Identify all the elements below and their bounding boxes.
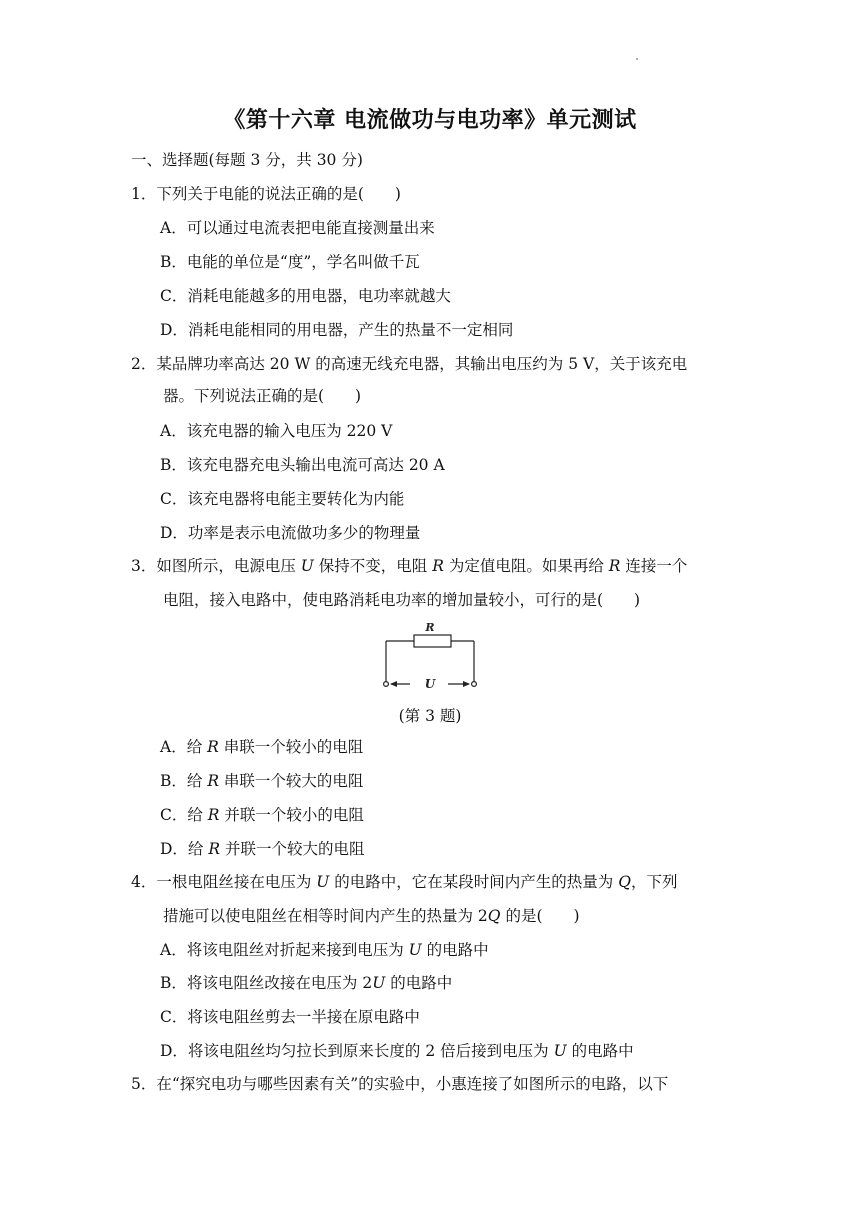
q3-option-d[interactable]: D．给 R 并联一个较大的电阻 (160, 840, 365, 858)
q2-stem-line2: 器。下列说法正确的是( ) (163, 387, 362, 405)
q1-option-c[interactable]: C．消耗电能越多的用电器，电功率就越大 (160, 287, 451, 305)
figure-label-r: R (425, 621, 435, 634)
q2-option-a[interactable]: A．该充电器的输入电压为 220 V (160, 422, 393, 440)
q4-option-a[interactable]: A．将该电阻丝对折起来接到电压为 U 的电路中 (160, 941, 489, 959)
section-heading: 一、选择题(每题 3 分，共 30 分) (131, 151, 363, 169)
terminal-left (384, 682, 389, 687)
q4-stem-line1: 4．一根电阻丝接在电压为 U 的电路中，它在某段时间内产生的热量为 Q，下列 (131, 873, 678, 891)
terminal-right (472, 682, 477, 687)
q1-option-d[interactable]: D．消耗电能相同的用电器，产生的热量不一定相同 (160, 321, 514, 339)
page-title: 《第十六章 电流做功与电功率》单元测试 (223, 108, 637, 133)
page-dot (636, 58, 638, 60)
q3-option-a[interactable]: A．给 R 串联一个较小的电阻 (160, 738, 364, 756)
q3-circuit-figure (378, 620, 482, 692)
q4-stem-line2: 措施可以使电阻丝在相等时间内产生的热量为 2Q 的是( ) (163, 907, 580, 925)
q5-stem-line1: 5．在“探究电功与哪些因素有关”的实验中，小惠连接了如图所示的电路，以下 (131, 1075, 669, 1093)
q3-option-b[interactable]: B．给 R 串联一个较大的电阻 (160, 772, 364, 790)
q3-option-c[interactable]: C．给 R 并联一个较小的电阻 (160, 806, 364, 824)
q2-stem-line1: 2．某品牌功率高达 20 W 的高速无线充电器，其输出电压约为 5 V，关于该充电 (131, 355, 688, 373)
q1-option-b[interactable]: B．电能的单位是“度”，学名叫做千瓦 (160, 253, 420, 271)
q3-figure-caption: (第 3 题) (398, 707, 462, 725)
q2-option-c[interactable]: C．该充电器将电能主要转化为内能 (160, 490, 405, 508)
q2-option-d[interactable]: D．功率是表示电流做功多少的物理量 (160, 524, 421, 542)
resistor-r (414, 635, 451, 647)
q2-option-b[interactable]: B．该充电器充电头输出电流可高达 20 A (160, 456, 445, 474)
q1-option-a[interactable]: A．可以通过电流表把电能直接测量出来 (160, 219, 435, 237)
q3-stem-line2: 电阻，接入电路中，使电路消耗电功率的增加量较小，可行的是( ) (163, 591, 641, 609)
q4-option-d[interactable]: D．将该电阻丝均匀拉长到原来长度的 2 倍后接到电压为 U 的电路中 (160, 1042, 634, 1060)
q4-option-c[interactable]: C．将该电阻丝剪去一半接在原电路中 (160, 1008, 420, 1026)
q4-option-b[interactable]: B．将该电阻丝改接在电压为 2U 的电路中 (160, 974, 453, 992)
q1-stem: 1．下列关于电能的说法正确的是( ) (131, 185, 401, 203)
figure-label-u: U (424, 677, 436, 691)
q3-stem-line1: 3．如图所示，电源电压 U 保持不变，电阻 R 为定值电阻。如果再给 R 连接一个 (131, 557, 688, 575)
